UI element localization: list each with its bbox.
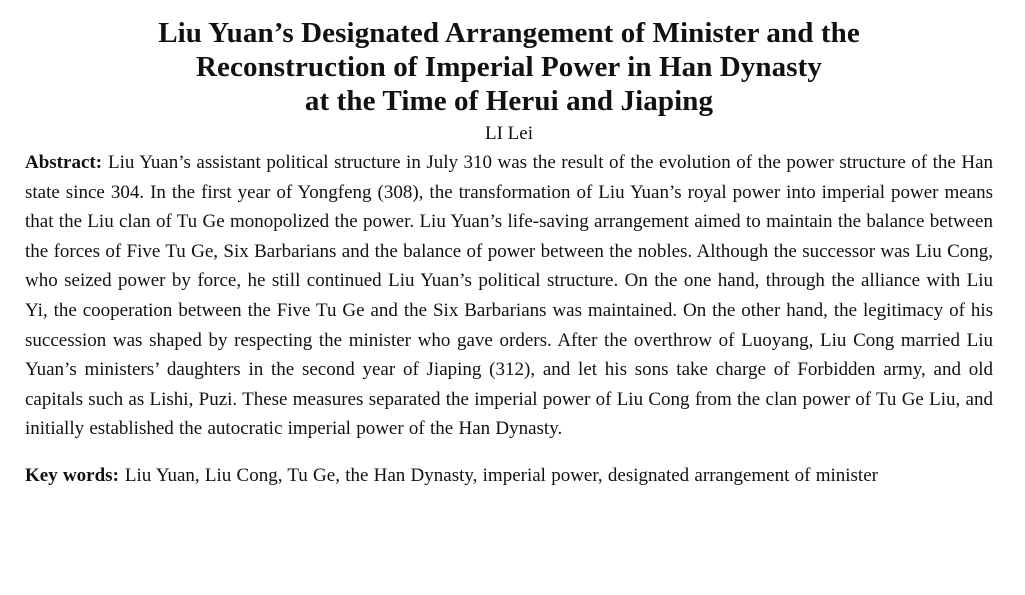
keywords-text: Liu Yuan, Liu Cong, Tu Ge, the Han Dynasty, imperial power, designated arrangement of minister [124,464,878,486]
keywords-paragraph [25,462,993,489]
title-line-1: Liu Yuan’s Designated Arrangement of Minister and the [158,17,860,49]
title-line-3: at the Time of Herui and Jiaping [304,85,714,117]
abstract-text: Liu Yuan’s assistant political structure in July 310 was the result of the evolution of the power structure of the Han state since 304. In the first year of Yongfeng (308), the transformation of Liu Yuan’s royal power into imperial power means that the Liu clan of Tu Ge monopolized the power. Liu Yuan’s life-saving arrangement aimed to maintain the balance between the forces of Five Tu Ge, Six Barbarians and the balance of power between the nobles. Although the successor was Liu Cong, who seized power by force, he still continued Liu Yuan’s political structure. On the one hand, through the alliance with Liu Yi, the cooperation between the Five Tu Ge and the Six Barbarians was maintained. On the other hand, the legitimacy of his succession was shaped by respecting the minister who gave orders. After the overthrow of Luoyang, Liu Cong married Liu Yuan’s ministers’ daughters in the second year of Jiaping (312), and let his sons take charge of Forbidden army, and old capitals such as Lishi, Puzi. These measures separated the imperial power of Liu Cong from the clan power of Tu Ge Liu, and initially established the autocratic imperial power of the Han Dynasty. [25,152,993,440]
abstract-label: Abstract: [25,152,103,173]
paper-title [25,16,993,118]
abstract-paragraph [25,148,993,444]
title-line-2: Reconstruction of Imperial Power in Han Dynasty [195,51,823,83]
author-name: LI Lei [484,123,533,144]
keywords-label: Key words: [25,464,119,486]
